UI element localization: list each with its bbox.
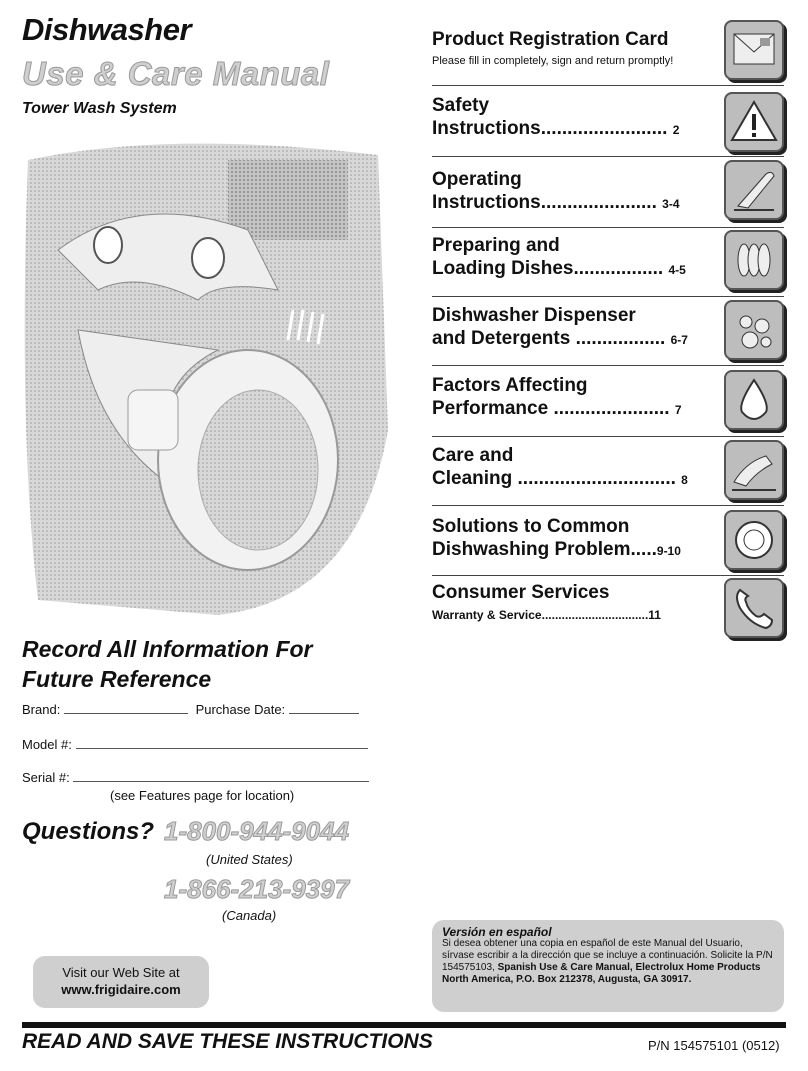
toc-heading: Solutions to Common <box>432 516 630 537</box>
toc-heading: Operating <box>432 169 522 190</box>
dishes-icon <box>724 230 784 290</box>
model-field[interactable] <box>22 737 368 752</box>
purchase-date-label: Purchase Date: <box>195 702 286 717</box>
purchase-date-line[interactable] <box>289 713 359 714</box>
finger-press-icon <box>724 160 784 220</box>
toc-leader: ..... <box>630 539 657 560</box>
toc-heading: Consumer Services <box>432 582 610 603</box>
toc-heading-2: Instructions <box>432 118 541 139</box>
features-note: (see Features page for location) <box>110 788 295 803</box>
toc-page: 11 <box>648 608 661 622</box>
toc-leader: ................................ <box>541 608 649 622</box>
model-label: Model #: <box>22 737 72 752</box>
system-name: Tower Wash System <box>22 100 177 117</box>
record-title <box>22 634 313 694</box>
mail-icon <box>724 20 784 80</box>
phone-canada: 1-866-213-9397 <box>164 874 350 904</box>
phone-icon <box>724 578 784 638</box>
toc-heading: Factors Affecting <box>432 375 588 396</box>
toc-heading-2: Loading Dishes <box>432 258 574 279</box>
spanish-text: Si desea obtener una copia en español de este Manual del Usuario, sírvase escribir a la dirección que se incluye a continuación. Solicite la P/N 154575103, <box>442 938 773 973</box>
toc-subheading: Warranty & Service <box>432 608 542 622</box>
canada-label: (Canada) <box>222 908 277 923</box>
toc-heading: Product Registration Card <box>432 29 669 50</box>
toc-heading-2: and Detergents <box>432 328 571 349</box>
footer-rule <box>22 1022 786 1028</box>
toc-subtext: Please fill in completely, sign and return promptly! <box>432 55 674 67</box>
plate-icon <box>724 510 784 570</box>
spanish-version-box <box>432 920 784 1012</box>
toc-leader: ...................... <box>540 192 657 213</box>
toc-heading: Safety <box>432 95 490 116</box>
spanish-title: Versión en español <box>442 925 552 939</box>
toc-heading-2: Performance <box>432 398 549 419</box>
brand-label: Brand: <box>22 702 61 717</box>
spanish-address: Spanish Use & Care Manual, Electrolux Home Products North America, P.O. Box 212378, Augusta, GA 30917. <box>442 962 761 985</box>
toc-page: 4-5 <box>668 263 686 277</box>
toc-leader: ........................ <box>540 118 668 139</box>
serial-field[interactable] <box>22 770 369 785</box>
toc-leader: ................. <box>573 258 664 279</box>
detergent-icon <box>724 300 784 360</box>
brand-field[interactable] <box>22 702 359 717</box>
toc-page: 7 <box>674 403 682 417</box>
toc-page: 3-4 <box>662 197 680 211</box>
dishwasher-illustration <box>18 130 396 620</box>
serial-label: Serial #: <box>22 770 70 785</box>
website-url[interactable]: www.frigidaire.com <box>61 982 181 997</box>
toc-heading-2: Dishwashing Problem <box>432 539 631 560</box>
warning-icon <box>724 92 784 152</box>
serial-line[interactable] <box>73 781 369 782</box>
toc-page: 2 <box>672 123 680 137</box>
toc-page: 6-7 <box>670 333 688 347</box>
toc-heading: Preparing and <box>432 235 560 256</box>
manual-title: Dishwasher <box>22 12 192 47</box>
website-box[interactable] <box>33 956 209 1008</box>
toc-page: 9-10 <box>656 544 681 558</box>
toc-heading-2: Instructions <box>432 192 541 213</box>
part-number: P/N 154575101 (0512) <box>648 1038 780 1053</box>
toc-heading: Care and <box>432 445 514 466</box>
model-line[interactable] <box>76 748 368 749</box>
record-title-line2: Future Reference <box>22 666 212 692</box>
toc-leader: .............................. <box>517 468 676 489</box>
manual-subtitle: Use & Care Manual <box>22 55 330 92</box>
toc-heading: Dishwasher Dispenser <box>432 305 636 326</box>
questions-label: Questions? <box>22 818 155 845</box>
toc-leader: ...................... <box>553 398 670 419</box>
brand-line[interactable] <box>64 713 188 714</box>
toc-heading-2: Cleaning <box>432 468 513 489</box>
toc-page: 8 <box>681 473 688 487</box>
record-title-line1: Record All Information For <box>22 636 313 662</box>
cleaning-hand-icon <box>724 440 784 500</box>
phone-us: 1-800-944-9044 <box>164 816 350 846</box>
website-line1: Visit our Web Site at <box>62 965 180 980</box>
toc-leader: ................. <box>575 328 666 349</box>
water-drop-icon <box>724 370 784 430</box>
read-save-notice: READ AND SAVE THESE INSTRUCTIONS <box>22 1030 433 1053</box>
us-label: (United States) <box>206 852 293 867</box>
